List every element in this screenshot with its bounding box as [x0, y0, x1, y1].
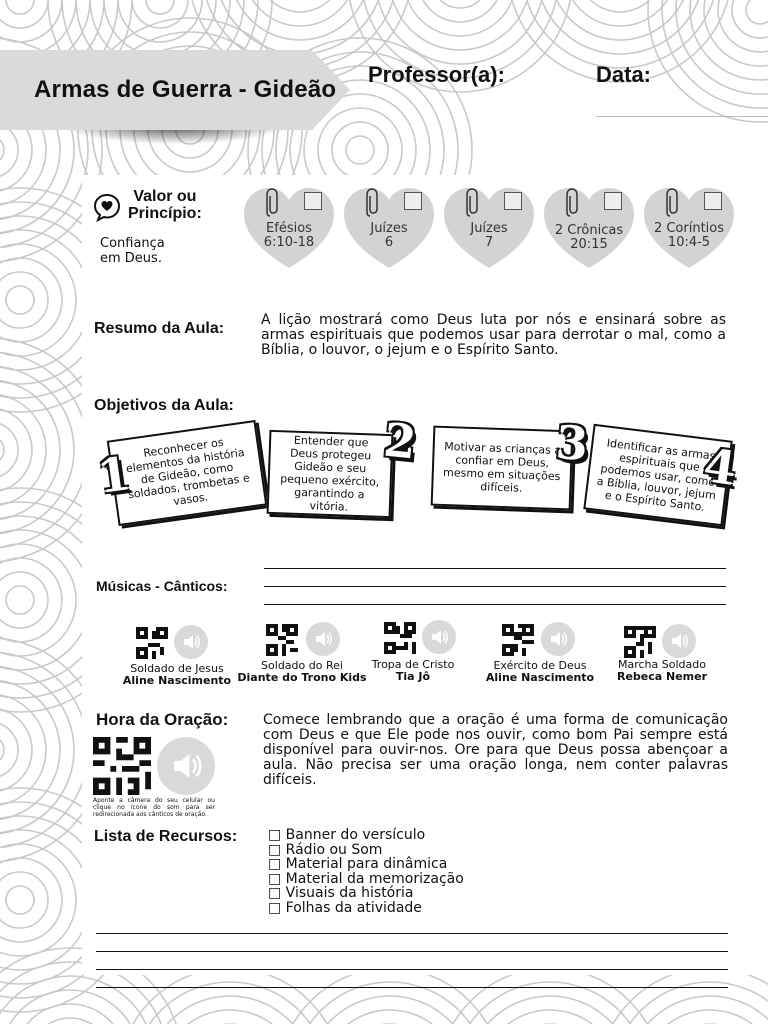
song-item — [597, 659, 727, 683]
writing-line — [264, 604, 726, 605]
song-item — [475, 660, 605, 684]
summary-text: A lição mostrará como Deus luta por nós e ensinará sobre as armas espirituais que podemos usar para derrotar o mal, como a Bíblia, o louvor, o jejum e o Espírito Santo. — [261, 312, 726, 358]
value-label — [128, 188, 202, 222]
resources-list — [268, 828, 464, 916]
notes-line — [96, 987, 728, 988]
qr-code-icon[interactable] — [384, 622, 416, 654]
checkbox-icon — [704, 192, 722, 210]
verse-heart — [442, 186, 536, 270]
qr-code-icon[interactable] — [136, 627, 168, 659]
objective-card: Motivar as crianças a confiar em Deus, mesmo em situações difíceis. — [431, 426, 574, 511]
notes-line — [96, 933, 728, 934]
verse-chapter: 7 — [484, 235, 494, 250]
paperclip-icon — [266, 188, 280, 218]
song-title: Marcha Soldado — [618, 658, 706, 671]
heart-chat-icon — [92, 192, 122, 226]
lesson-title: Armas de Guerra - Gideão — [34, 76, 337, 103]
value-text-line1: Confiança — [100, 236, 165, 251]
objective-number: 4 — [700, 438, 740, 496]
song-artist: Aline Nascimento — [485, 671, 595, 684]
objectives-label: Objetivos da Aula: — [94, 397, 234, 414]
song-title: Soldado de Jesus — [130, 662, 224, 675]
song-artist: Diante do Trono Kids — [237, 671, 367, 684]
verse-chapter: 20:15 — [570, 237, 608, 252]
qr-caption: Aponte a câmera do seu celular ou clique no ícone do som para ser redirecionada aos cânticos de oração. — [93, 797, 215, 818]
writing-line — [264, 586, 726, 587]
resource-item: □ Folhas da atividade — [268, 899, 422, 916]
value-text-line2: em Deus. — [100, 251, 162, 266]
value-label-line1: Valor ou — [133, 188, 197, 205]
song-artist: Aline Nascimento — [122, 674, 232, 687]
objective-number: 1 — [94, 446, 134, 504]
songs-label: Músicas - Cânticos: — [96, 578, 228, 594]
checkbox-icon — [604, 192, 622, 210]
verse-book: Juízes — [370, 221, 408, 236]
prayer-label: Hora da Oração: — [96, 710, 229, 729]
speaker-icon[interactable] — [306, 622, 340, 656]
objective-card: Reconhecer os elementos da história de Gideão, como soldados, trombetas e vasos. — [107, 420, 268, 526]
qr-code-icon[interactable] — [93, 737, 151, 795]
song-item — [348, 659, 478, 683]
objective-card: Entender que Deus protegeu Gideão e seu pequeno exército, garantindo a vitória. — [267, 430, 394, 518]
objective-number: 3 — [554, 414, 590, 472]
verse-heart — [542, 186, 636, 270]
verse-chapter: 6:10-18 — [263, 235, 315, 250]
verse-book: 2 Crônicas — [554, 223, 624, 238]
checkbox-icon — [404, 192, 422, 210]
song-title: Soldado do Rei — [261, 659, 343, 672]
verse-heart — [242, 186, 336, 270]
verse-chapter: 6 — [384, 235, 394, 250]
notes-line — [96, 969, 728, 970]
prayer-text: Comece lembrando que a oração é uma forma de comunicação com Deus e que Ele pode nos ouvir, como bom Pai sempre está disponível para ouvir-nos. Ore para que Deus possa abençoar a aula. Não precisa ser uma oração longa, nem conter palavras difíceis. — [263, 712, 728, 788]
paperclip-icon — [466, 188, 480, 218]
speaker-icon[interactable] — [541, 622, 575, 656]
paperclip-icon — [366, 188, 380, 218]
notes-line — [96, 951, 728, 952]
qr-code-icon[interactable] — [266, 624, 298, 656]
verse-book: 2 Coríntios — [653, 221, 725, 236]
value-label-line2: Princípio: — [128, 205, 202, 222]
song-title: Tropa de Cristo — [371, 658, 455, 671]
paperclip-icon — [666, 188, 680, 218]
resources-label: Lista de Recursos: — [94, 828, 238, 845]
writing-line — [264, 568, 726, 569]
resource-item: □ Material da memorização — [268, 870, 464, 887]
verse-book: Efésios — [266, 221, 312, 236]
verse-heart — [642, 186, 736, 270]
objective-card: Identificar as armas espirituais que podemos usar, como a Bíblia, louvor, jejum e o Espírito Santo. — [583, 424, 732, 526]
qr-code-icon[interactable] — [624, 626, 656, 658]
date-line — [596, 116, 768, 117]
song-item — [112, 663, 242, 687]
paperclip-icon — [566, 188, 580, 218]
objective-number: 2 — [381, 412, 419, 470]
song-artist: Rebeca Nemer — [616, 670, 708, 683]
resource-item: □ Rádio ou Som — [268, 841, 383, 858]
checkbox-icon — [504, 192, 522, 210]
value-text — [100, 236, 165, 266]
date-label: Data: — [596, 62, 652, 87]
qr-code-icon[interactable] — [502, 624, 534, 656]
summary-label: Resumo da Aula: — [94, 320, 225, 337]
verse-heart — [342, 186, 436, 270]
resource-item: □ Visuais da história — [268, 885, 414, 902]
verse-chapter: 10:4-5 — [667, 235, 711, 250]
teacher-label: Professor(a): — [368, 62, 505, 87]
speaker-icon[interactable] — [157, 737, 215, 795]
song-artist: Tia Jô — [395, 670, 431, 683]
speaker-icon[interactable] — [662, 624, 696, 658]
resource-item: □ Material para dinâmica — [268, 856, 448, 873]
verse-book: Juízes — [470, 221, 508, 236]
speaker-icon[interactable] — [422, 620, 456, 654]
song-title: Exército de Deus — [493, 659, 587, 672]
speaker-icon[interactable] — [174, 625, 208, 659]
checkbox-icon — [304, 192, 322, 210]
resource-item: □ Banner do versículo — [268, 827, 426, 843]
